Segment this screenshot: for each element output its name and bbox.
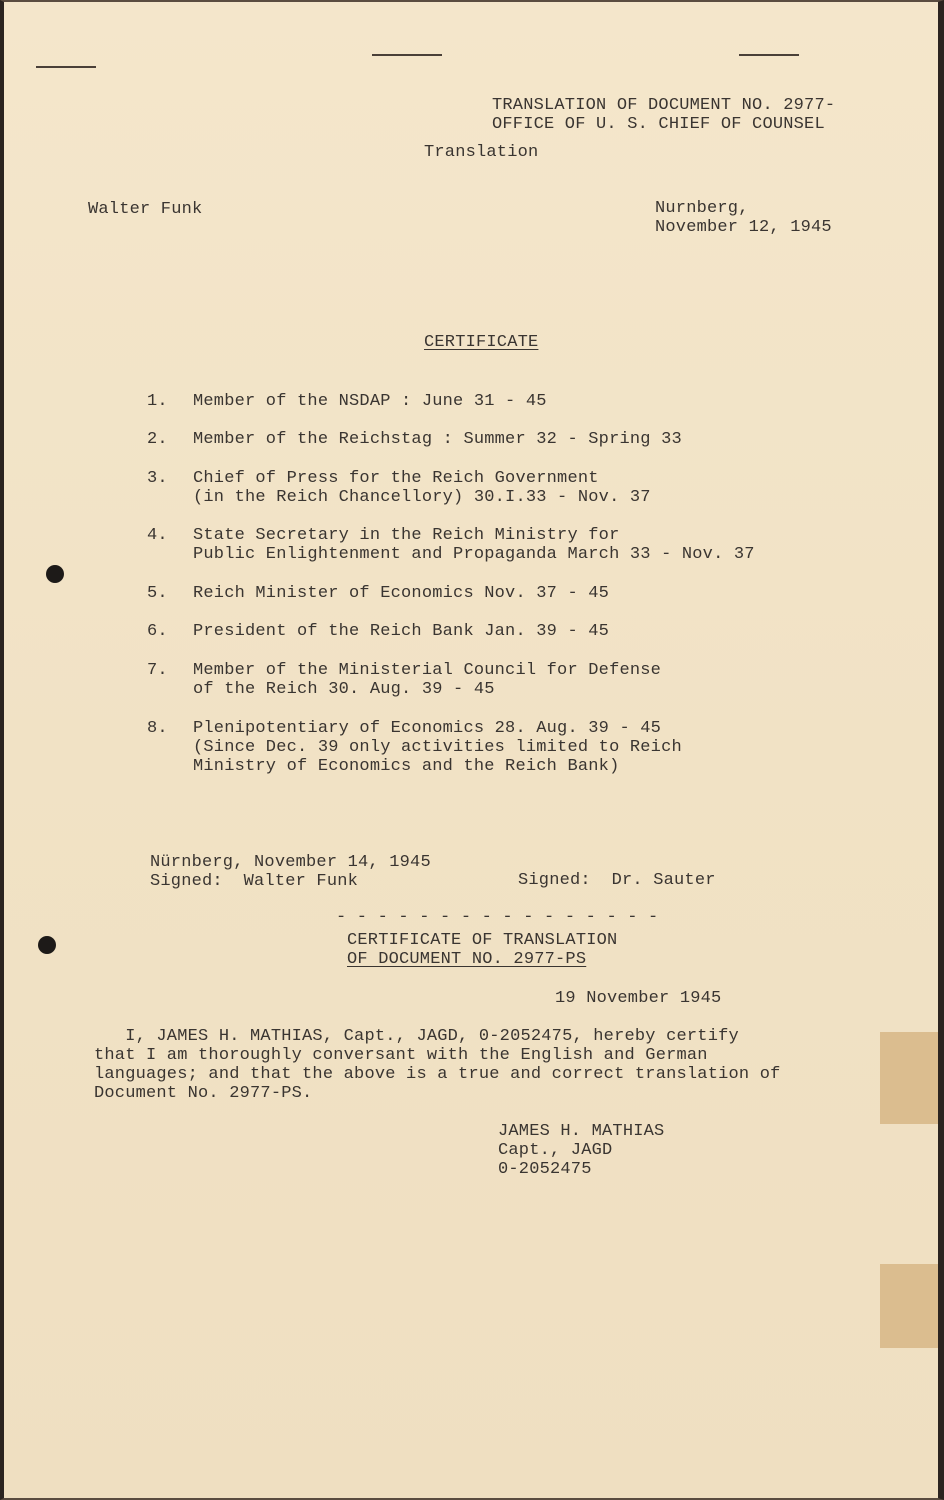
signatory-name: JAMES H. MATHIAS (498, 1122, 665, 1141)
item-line: of the Reich 30. Aug. 39 - 45 (193, 680, 495, 699)
item-line: (Since Dec. 39 only activities limited to Reich (193, 738, 682, 757)
ink-speck (372, 54, 442, 56)
certificate-title: CERTIFICATE (424, 333, 539, 352)
doc-label: Translation (424, 143, 539, 162)
ink-speck (36, 66, 96, 68)
item-line: Member of the Reichstag : Summer 32 - Spring 33 (193, 430, 682, 449)
translation-body-line: that I am thoroughly conversant with the English and German (94, 1046, 708, 1065)
signatory-rank: Capt., JAGD (498, 1141, 613, 1160)
item-number: 5. (147, 584, 168, 603)
tape-stain (880, 1032, 938, 1124)
item-line: (in the Reich Chancellory) 30.I.33 - Nov. 37 (193, 488, 651, 507)
item-line: Member of the NSDAP : June 31 - 45 (193, 392, 547, 411)
item-line: Member of the Ministerial Council for Defense (193, 661, 662, 680)
translation-cert-title-1: CERTIFICATE OF TRANSLATION (347, 931, 618, 950)
signatory-serial: 0-2052475 (498, 1160, 592, 1179)
punch-hole (38, 936, 56, 954)
header-line-2: OFFICE OF U. S. CHIEF OF COUNSEL (492, 115, 825, 134)
item-number: 7. (147, 661, 168, 680)
item-number: 8. (147, 719, 168, 738)
item-line: Chief of Press for the Reich Government (193, 469, 599, 488)
ink-speck (739, 54, 799, 56)
signing-place-date: Nürnberg, November 14, 1945 (150, 853, 431, 872)
translation-cert-title-2: OF DOCUMENT NO. 2977-PS (347, 950, 587, 969)
signed-funk: Signed: Walter Funk (150, 872, 359, 891)
header-line-1: TRANSLATION OF DOCUMENT NO. 2977- (492, 96, 836, 115)
punch-hole (46, 565, 64, 583)
item-number: 2. (147, 430, 168, 449)
tape-stain (880, 1264, 938, 1348)
translation-cert-date: 19 November 1945 (555, 989, 722, 1008)
item-line: President of the Reich Bank Jan. 39 - 45 (193, 622, 610, 641)
item-number: 1. (147, 392, 168, 411)
translation-body-line: Document No. 2977-PS. (94, 1084, 313, 1103)
author-name: Walter Funk (88, 200, 203, 219)
item-number: 3. (147, 469, 168, 488)
divider-dashes: - - - - - - - - - - - - - - - - (336, 908, 659, 927)
signed-sauter: Signed: Dr. Sauter (518, 871, 716, 890)
translation-body-line: I, JAMES H. MATHIAS, Capt., JAGD, 0-2052475, hereby certify (94, 1027, 739, 1046)
item-number: 4. (147, 526, 168, 545)
item-line: Public Enlightenment and Propaganda March 33 - Nov. 37 (193, 545, 755, 564)
place: Nurnberg, (655, 199, 749, 218)
item-line: Ministry of Economics and the Reich Bank) (193, 757, 620, 776)
item-line: Plenipotentiary of Economics 28. Aug. 39 - 45 (193, 719, 662, 738)
item-line: Reich Minister of Economics Nov. 37 - 45 (193, 584, 610, 603)
item-line: State Secretary in the Reich Ministry for (193, 526, 620, 545)
date: November 12, 1945 (655, 218, 832, 237)
item-number: 6. (147, 622, 168, 641)
translation-body-line: languages; and that the above is a true and correct translation of (94, 1065, 781, 1084)
